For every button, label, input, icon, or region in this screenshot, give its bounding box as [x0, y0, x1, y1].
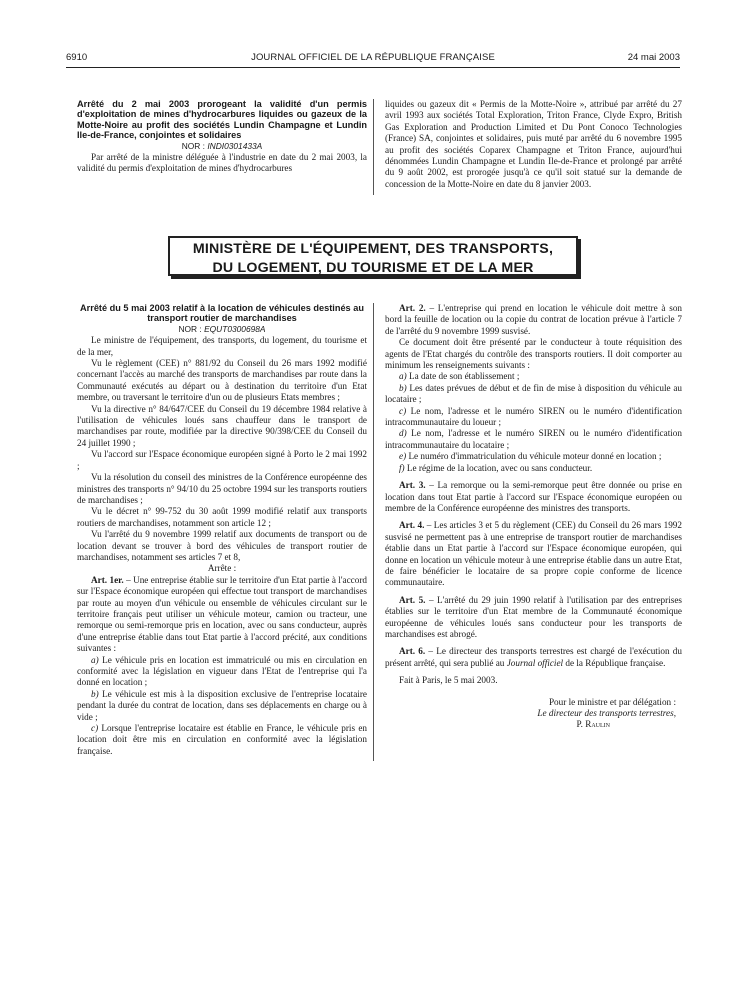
article-4-text: – Les articles 3 et 5 du règlement (CEE) du Conseil du 26 mars 1992 susvisé ne permettent pas à une entreprise de transport routier de marchandises établie dans un Etat partie à l'accord sur l'Espace économique européen, qui donne en location un véhicule moteur à une entreprise établie dans un autre Etat, de faire bénéficier le locataire de sa propre copie conforme de licence communautaire.: [385, 520, 682, 588]
arrete1-title: Arrêté du 2 mai 2003 prorogeant la validité d'un permis d'exploitation de mines d'hydrocarbures liquides ou gazeux de la Motte-Noire au profit des sociétés Lundin Champagne et Lundin Ile-de-France, conjointes et solidaires: [77, 99, 367, 141]
article-2-item-f: [385, 463, 682, 474]
item-text: Le nom, l'adresse et le numéro SIREN ou le numéro d'identification intracommunautaire du locataire ;: [385, 428, 682, 450]
item-letter: a): [91, 654, 99, 665]
ministry-heading: [168, 236, 578, 276]
item-letter: b): [399, 382, 407, 393]
visa-paragraph: Vu la directive n° 84/647/CEE du Conseil du 19 décembre 1984 relative à l'utilisation de véhicules loués sans chauffeur dans le transport de marchandises par route, modifiée par la directive 90/398/CEE du Conseil du 24 juillet 1990 ;: [77, 403, 367, 448]
article-4-label: Art. 4.: [399, 520, 425, 531]
article-2-item-c: [385, 406, 682, 429]
article-3-label: Art. 3.: [399, 480, 426, 491]
visa-paragraph: Vu l'accord sur l'Espace économique européen signé à Porto le 2 mai 1992 ;: [77, 449, 367, 471]
journal-title: JOURNAL OFFICIEL DE LA RÉPUBLIQUE FRANÇAISE: [251, 52, 495, 63]
item-text: Le numéro d'immatriculation du véhicule moteur donné en location ;: [406, 451, 662, 462]
signatory-title: Le directeur des transports terrestres,: [537, 708, 676, 718]
arrete2-title: Arrêté du 5 mai 2003 relatif à la location de véhicules destinés au transport routier de marchandises: [80, 303, 364, 324]
item-letter: a): [399, 371, 407, 382]
article-5-text: – L'arrêté du 29 juin 1990 relatif à l'utilisation par des entreprises établies sur le territoire d'un Etat membre de la Communauté économique européenne de véhicules loués sans conducteur pour les transports de marchandises est abrogé.: [385, 594, 682, 639]
visa-paragraph: Vu le décret n° 99-752 du 30 août 1999 modifié relatif aux transports routiers de marchandises, notamment son article 12 ;: [77, 506, 367, 528]
article-6: [385, 646, 682, 669]
article-2-item-a: [385, 371, 682, 382]
visa-paragraph: Vu le règlement (CEE) n° 881/92 du Conseil du 26 mars 1992 modifié concernant l'accès au marché des transports de marchandises par route dans la Communauté exécutés au départ ou à destination du territoire d'un Etat membre, ou traversant le territoire d'un ou de plusieurs Etats membres ;: [77, 358, 367, 403]
item-text: Le véhicule est mis à la disposition exclusive de l'entreprise locataire pendant la durée du contrat de location, dans ses déplacements en charge ou à vide ;: [77, 688, 367, 722]
page-header: [66, 52, 680, 66]
item-letter: f): [399, 462, 405, 473]
arrete1-body-right: liquides ou gazeux dit « Permis de la Motte-Noire », attribué par arrêté du 27 avril 1993 aux sociétés Total Exploration, Triton France, Clyde Expro, British Gas Exploration and Production Limited et Du Pont Conoco Technologies (France) SA, conjointes et solidaires, puis muté par arrêté du 6 novembre 1995 au profit des sociétés Coparex Champagne et Triton France, aujourd'hui dénommées Lundin Champagne et Lundin Ile-de-France et prolongé par arrêté du 9 août 2002, est prorogée jusqu'à ce qu'il soit statué sur la demande de concession de la Motte-Noire en date du 8 janvier 2003.: [385, 99, 682, 189]
arrete-label: Arrête :: [207, 563, 237, 574]
item-text: Le nom, l'adresse et le numéro SIREN ou le numéro d'identification intracommunautaire du loueur ;: [385, 405, 682, 428]
item-text: Le véhicule pris en location est immatriculé ou mis en circulation en conformité avec la législation en vigueur dans l'Etat de l'entreprise qui l'a donné en location ;: [77, 654, 367, 688]
column-divider-top: [373, 99, 374, 195]
arrete2-right-column: [385, 303, 682, 731]
article-6-label: Art. 6.: [399, 646, 426, 657]
ministry-line-2: DU LOGEMENT, DU TOURISME ET DE LA MER: [212, 260, 534, 276]
article-2-paragraph-2: Ce document doit être présenté par le conducteur à toute réquisition des agents de l'Etat chargés du contrôle des transports routiers. Il doit comporter au minimum les renseignements suivants :: [385, 337, 682, 371]
column-divider-bottom: [373, 303, 374, 761]
nor-code: EQUT0300698A: [204, 323, 266, 334]
article-1-item-c: [77, 723, 367, 757]
article-2-item-b: [385, 383, 682, 406]
article-6-text-b: de la République française.: [563, 657, 666, 668]
signature-line-3: P. Raulin: [576, 719, 610, 730]
visa-paragraph: Le ministre de l'équipement, des transports, du logement, du tourisme et de la mer,: [77, 335, 367, 357]
item-letter: d): [399, 428, 407, 439]
arrete1-body-left: Par arrêté de la ministre déléguée à l'industrie en date du 2 mai 2003, la validité du permis d'exploitation de mines d'hydrocarbures: [77, 152, 367, 174]
signature-line-2: [385, 708, 682, 719]
article-1-text: – Une entreprise établie sur le territoire d'un Etat partie à l'accord sur l'Espace économique européen qui effectue tout transport de marchandises par route au moyen d'un véhicule ou ensemble de véhicules circulant sur le territoire français peut utiliser un véhicule moteur, camion ou tracteur, une remorque ou semi-remorque pris en location, avec ou sans conducteur, auprès d'une entreprise établie dans tout Etat partie à l'accord précité, aux conditions suivantes :: [77, 574, 367, 654]
item-letter: c): [91, 723, 99, 734]
article-6-journal: Journal officiel: [506, 657, 564, 668]
article-2-label: Art. 2.: [399, 303, 426, 313]
visa-paragraph: Vu l'arrêté du 9 novembre 1999 relatif aux documents de transport ou de location devant se trouver à bord des véhicules de transport routier de marchandises, notamment ses articles 7 et 8,: [77, 529, 367, 562]
arrete2-nor: [77, 324, 367, 335]
signature-line-1: Pour le ministre et par délégation :: [548, 696, 676, 707]
item-text: Les dates prévues de début et de fin de mise à disposition du véhicule au locataire ;: [385, 382, 682, 405]
article-3: [385, 480, 682, 514]
nor-label: NOR :: [181, 140, 208, 151]
article-2: [385, 303, 682, 337]
article-4: [385, 520, 682, 588]
item-letter: c): [399, 405, 407, 416]
item-text: La date de son établissement ;: [406, 371, 520, 382]
article-5-label: Art. 5.: [399, 594, 426, 605]
fait-a-paris: Fait à Paris, le 5 mai 2003.: [399, 675, 498, 686]
item-text: Le régime de la location, avec ou sans conducteur.: [404, 462, 593, 473]
item-letter: e): [399, 451, 407, 462]
item-letter: b): [91, 688, 99, 699]
ministry-line-1: MINISTÈRE DE L'ÉQUIPEMENT, DES TRANSPORTS,: [192, 241, 554, 257]
nor-code: INDI0301433A: [207, 140, 263, 151]
article-3-text: – La remorque ou la semi-remorque peut être donnée ou prise en location dans tout Etat partie à l'accord sur l'Espace économique européen ou membre de la Conférence européenne des ministres des transports.: [385, 480, 682, 513]
article-6-text-a: – Le directeur des transports terrestres est chargé de l'exécution du présent arrêté, qui sera publié au: [385, 646, 682, 668]
arrete1-nor: [77, 141, 367, 152]
nor-label: NOR :: [178, 323, 205, 334]
visa-paragraph: Vu la résolution du conseil des ministres de la Conférence européenne des ministres des transports n° 94/10 du 25 octobre 1994 sur les transports routiers de marchandises ;: [77, 472, 367, 505]
issue-date: 24 mai 2003: [627, 52, 680, 63]
article-2-item-d: [385, 428, 682, 451]
item-text: Lorsque l'entreprise locataire est établie en France, le véhicule pris en location doit être mis en circulation en conformité avec la législation française.: [77, 723, 367, 756]
article-2-item-e: [385, 451, 682, 462]
arrete1-left-column: [77, 99, 367, 175]
article-1-item-b: [77, 689, 367, 723]
header-rule: [66, 67, 680, 68]
article-1-label: Art. 1er.: [91, 574, 124, 585]
page-number: 6910: [66, 52, 88, 63]
article-5: [385, 595, 682, 641]
arrete2-left-column: [77, 303, 367, 757]
article-2-text: – L'entreprise qui prend en location le véhicule doit mettre à son bord la feuille de location ou la copie du contrat de location prévue à l'article 7 de l'arrêté du 9 novembre 1999 susvisé.: [385, 303, 683, 336]
article-1: [77, 575, 367, 655]
article-1-item-a: [77, 655, 367, 689]
arrete1-right-column: [385, 99, 682, 190]
